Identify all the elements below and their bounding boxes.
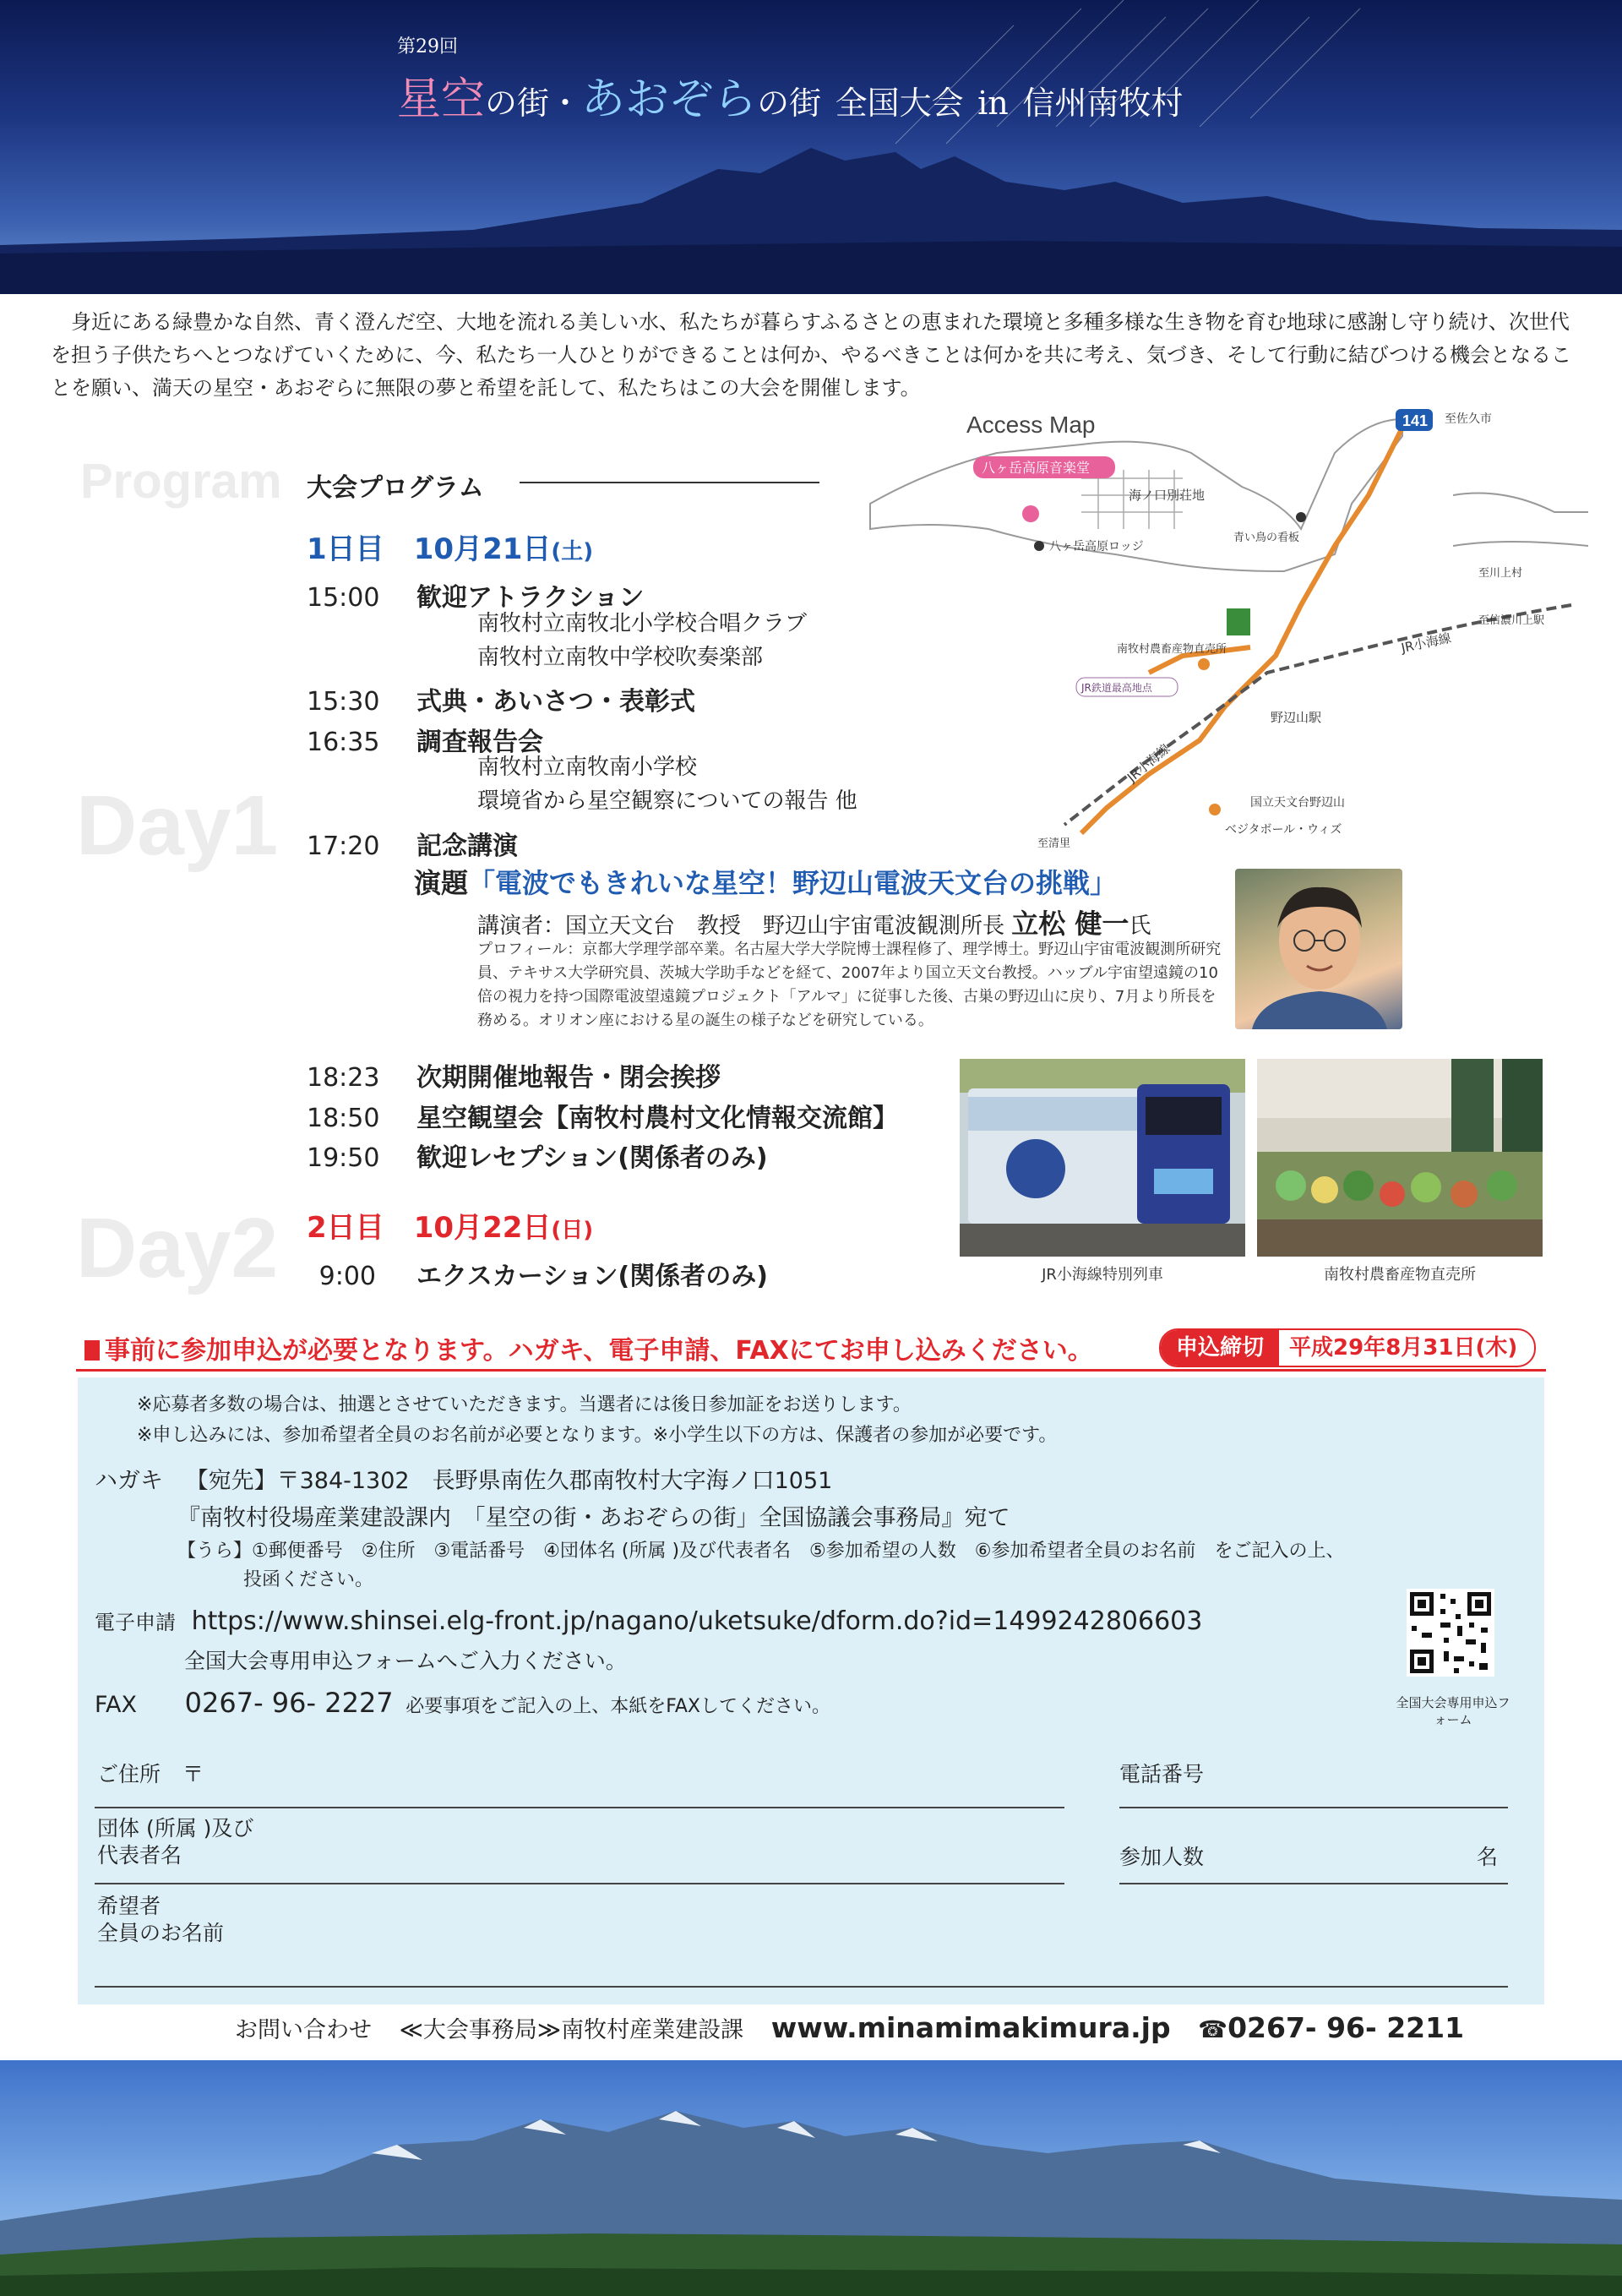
header-banner bbox=[0, 0, 1622, 294]
market-photo-caption: 南牧村農畜産物直売所 bbox=[1324, 1266, 1476, 1284]
count-label: 参加人数 bbox=[1119, 1845, 1205, 1869]
schedule-row bbox=[307, 1137, 966, 1174]
music-hall-pin-icon bbox=[1022, 505, 1039, 522]
train-illustration bbox=[960, 1059, 1245, 1257]
hagaki-row bbox=[95, 1462, 832, 1495]
map-vegetable: ベジタボール・ウィズ bbox=[1225, 823, 1342, 837]
intro-paragraph: 身近にある緑豊かな自然、青く澄んだ空、大地を流れる美しい水、私たちが暮らすふるさとの恵まれた環境と多種多様な生き物を育む地球に感謝し守り続け、次世代を担う子供たちへとつなげていくために、今、私たち一人ひとりができることは何か、やるべきことは何かを共に考え、気づき、そして行動に結びつける機会となることを願い、満天の星空・あおぞらに無限の夢と希望を託して、私たちはこの大会を開催します。 bbox=[51, 310, 1571, 400]
group-label-line1: 団体 (所属 )及び bbox=[97, 1816, 254, 1841]
schedule-time: 17:20 bbox=[307, 832, 380, 861]
schedule-title: 次期開催地報告・閉会挨拶 bbox=[416, 1063, 721, 1093]
map-route: 141 bbox=[1402, 412, 1429, 429]
schedule-title: 記念講演 bbox=[416, 832, 518, 861]
online-row bbox=[95, 1606, 1202, 1636]
map-jr-koumi: JR小海線 bbox=[1400, 630, 1453, 656]
schedule-time: 19:50 bbox=[307, 1143, 380, 1173]
schedule-title: 歓迎レセプション(関係者のみ) bbox=[416, 1143, 768, 1173]
map-kaino-villa: 海ノ口別荘地 bbox=[1129, 488, 1206, 503]
speaker-suffix: 氏 bbox=[1129, 913, 1151, 939]
fax-label: FAX bbox=[95, 1692, 138, 1718]
banner-square-icon bbox=[84, 1340, 100, 1361]
title-no2: の街 bbox=[757, 85, 822, 122]
lecture-theme bbox=[414, 862, 1117, 901]
aoitori-pin-icon bbox=[1296, 512, 1306, 522]
fax-note: 必要事項をご記入の上、本紙をFAXしてください。 bbox=[406, 1696, 831, 1717]
market-photo bbox=[1257, 1059, 1543, 1257]
hagaki-back-instructions-2: 投函ください。 bbox=[243, 1569, 374, 1590]
lodge-pin-icon bbox=[1034, 541, 1044, 551]
day1-weekday: (土) bbox=[551, 539, 594, 564]
address-field[interactable] bbox=[95, 1807, 1064, 1808]
ghost-program-label: Program bbox=[80, 454, 282, 509]
registration-banner-text: 事前に参加申込が必要となります。ハガキ、電子申請、FAXにてお申し込みください。 bbox=[105, 1336, 1093, 1366]
market-illustration bbox=[1257, 1059, 1543, 1257]
day2-weekday: (日) bbox=[551, 1218, 594, 1243]
names-label-line1: 希望者 bbox=[97, 1894, 161, 1918]
program-heading-rule bbox=[520, 482, 819, 483]
lecture-speaker bbox=[477, 903, 1151, 941]
schedule-time: 9:00 bbox=[318, 1262, 376, 1291]
names-label-line2: 全員のお名前 bbox=[97, 1921, 225, 1945]
lecture-theme-title: 「電波でもきれいな星空！野辺山電波天文台の挑戦」 bbox=[468, 867, 1118, 899]
registration-rule bbox=[76, 1369, 1546, 1372]
telephone-icon: ☎ bbox=[1198, 2015, 1228, 2043]
speaker-name: 立松 健一 bbox=[1011, 908, 1129, 940]
map-title: Access Map bbox=[966, 412, 1096, 438]
schedule-time: 18:50 bbox=[307, 1104, 380, 1133]
group-field-label bbox=[97, 1815, 253, 1869]
map-aoitori: 青い鳥の看板 bbox=[1233, 532, 1300, 544]
group-label-line2: 代表者名 bbox=[97, 1843, 182, 1868]
schedule-title: 歓迎アトラクション bbox=[416, 583, 645, 613]
address-field-label bbox=[97, 1758, 204, 1788]
market-pin-icon bbox=[1198, 658, 1210, 670]
schedule-title: 調査報告会 bbox=[416, 728, 543, 757]
train-photo bbox=[960, 1059, 1245, 1257]
online-label: 電子申請 bbox=[95, 1611, 176, 1634]
count-unit: 名 bbox=[1477, 1845, 1499, 1869]
deadline-badge bbox=[1159, 1328, 1536, 1367]
day2-label: 2日目 bbox=[307, 1211, 384, 1245]
schedule-time: 16:35 bbox=[307, 728, 380, 757]
schedule-title: 星空観望会【南牧村農村文化情報交流館】 bbox=[416, 1104, 898, 1133]
map-to-kawakami: 至川上村 bbox=[1478, 567, 1523, 580]
phone-field[interactable] bbox=[1119, 1807, 1508, 1808]
contact-tel: 0267- 96- 2211 bbox=[1227, 2011, 1465, 2044]
event-title-block bbox=[397, 32, 1183, 127]
day2-header bbox=[307, 1204, 593, 1246]
mountain-day-illustration bbox=[0, 2060, 1622, 2296]
map-observatory: 国立天文台野辺山 bbox=[1250, 796, 1345, 810]
map-market: 南牧村農畜産物直売所 bbox=[1117, 643, 1227, 656]
map-to-shinano: 至信濃川上駅 bbox=[1478, 614, 1545, 627]
fax-row bbox=[95, 1687, 830, 1719]
contact-line bbox=[235, 2011, 1464, 2044]
day2-date: 10月22日 bbox=[413, 1211, 552, 1245]
schedule-sub: 南牧村立南牧北小学校合唱クラブ bbox=[477, 611, 808, 636]
title-star: 星空 bbox=[397, 74, 486, 125]
names-field-label bbox=[97, 1893, 224, 1947]
deadline-label: 申込締切 bbox=[1161, 1330, 1279, 1366]
fax-number: 0267- 96- 2227 bbox=[184, 1687, 394, 1719]
access-map bbox=[862, 402, 1588, 850]
day1-date: 10月21日 bbox=[413, 532, 552, 566]
map-highest-point: JR鉄道最高地点 bbox=[1081, 682, 1152, 694]
ghost-day1-label: Day1 bbox=[76, 778, 279, 873]
day1-label: 1日目 bbox=[307, 532, 384, 566]
schedule-time: 15:30 bbox=[307, 687, 380, 717]
train-photo-caption: JR小海線特別列車 bbox=[1042, 1266, 1163, 1284]
speaker-affiliation: 講演者：国立天文台 教授 野辺山宇宙電波観測所長 bbox=[477, 913, 1005, 939]
schedule-time: 15:00 bbox=[307, 583, 380, 613]
qr-code-icon[interactable] bbox=[1407, 1589, 1494, 1677]
map-lodge: 八ヶ岳高原ロッジ bbox=[1049, 540, 1144, 554]
program-heading: 大会プログラム bbox=[307, 473, 484, 503]
title-sep: ・ bbox=[549, 85, 582, 122]
online-note: 全国大会専用申込フォームへご入力ください。 bbox=[184, 1649, 627, 1673]
schedule-sub: 環境省から星空観察についての報告 他 bbox=[477, 788, 857, 814]
note-names: ※申し込みには、参加希望者全員のお名前が必要となります。※小学生以下の方は、保護者の参加が必要です。 bbox=[137, 1425, 1058, 1446]
contact-office: ≪大会事務局≫南牧村産業建設課 bbox=[399, 2017, 744, 2043]
footer-banner bbox=[0, 2060, 1622, 2296]
map-to-saku: 至佐久市 bbox=[1445, 412, 1492, 426]
schedule-row bbox=[307, 1255, 966, 1292]
schedule-row bbox=[307, 1056, 966, 1093]
contact-label: お問い合わせ bbox=[235, 2017, 372, 2043]
title-in: in bbox=[977, 85, 1009, 122]
hagaki-back-instructions: 【うら】①郵便番号 ②住所 ③電話番号 ④団体名 (所属 )及び代表者名 ⑤参加希望の人数 ⑥参加希望者全員のお名前 をご記入の上、 bbox=[177, 1541, 1345, 1562]
hagaki-recipient: 『南牧村役場産業建設課内 「星空の街・あおぞらの街」全国協議会事務局』宛て bbox=[177, 1505, 1010, 1531]
access-map-drawing bbox=[862, 402, 1588, 850]
lecture-theme-prefix: 演題 bbox=[414, 867, 469, 899]
map-music-hall: 八ヶ岳高原音楽堂 bbox=[982, 460, 1091, 476]
speaker-profile: プロフィール：京都大学理学部卒業。名古屋大学大学院博士課程修了、理学博士。野辺山宇宙電波観測所研究員、テキサス大学研究員、茨城大学助手などを経て、2007年より国立天文台教授。ハッブル宇宙望遠鏡の10倍の視力を持つ国際電波望遠鏡プロジェクト「アルマ」に従事した後、古巣の野辺山に戻り、7月より所長を務める。オリオン座における星の誕生の様子などを研究している。 bbox=[477, 941, 1222, 1029]
group-representative-field[interactable] bbox=[95, 1883, 1064, 1884]
online-url-link[interactable]: https://www.shinsei.elg-front.jp/nagano/uketsuke/dform.do?id=1499242806603 bbox=[191, 1606, 1203, 1636]
hagaki-label: ハガキ bbox=[95, 1468, 163, 1494]
address-label: ご住所 bbox=[97, 1762, 161, 1786]
qr-code-pattern bbox=[1407, 1589, 1494, 1677]
participant-count-field[interactable] bbox=[1119, 1883, 1508, 1884]
qr-caption: 全国大会専用申込フォーム bbox=[1396, 1695, 1510, 1727]
schedule-sub: 南牧村立南牧中学校吹奏楽部 bbox=[477, 645, 764, 670]
participant-names-field[interactable] bbox=[95, 1986, 1508, 1988]
title-place: 信州南牧村 bbox=[1022, 85, 1184, 122]
website-link[interactable]: www.minamimakimura.jp bbox=[770, 2011, 1171, 2044]
speaker-portrait-illustration bbox=[1235, 869, 1402, 1029]
schedule-row bbox=[307, 1097, 966, 1134]
hagaki-address: 【宛先】〒384-1302 長野県南佐久郡南牧村大字海ノ口1051 bbox=[185, 1468, 833, 1494]
note-lottery: ※応募者多数の場合は、抽選とさせていただきます。当選者には後日参加証をお送りします。 bbox=[137, 1394, 912, 1415]
day1-header bbox=[307, 526, 593, 567]
postal-mark: 〒 bbox=[182, 1762, 204, 1786]
convenience-store-icon bbox=[1227, 608, 1250, 635]
schedule-title: 式典・あいさつ・表彰式 bbox=[416, 687, 695, 717]
title-aozora: あおぞら bbox=[581, 74, 758, 125]
schedule-time: 18:23 bbox=[307, 1063, 380, 1093]
schedule-title: エクスカーション(関係者のみ) bbox=[416, 1262, 768, 1291]
event-title bbox=[397, 63, 1183, 127]
deadline-value: 平成29年8月31日(木) bbox=[1289, 1335, 1518, 1361]
schedule-sub: 南牧村立南牧南小学校 bbox=[477, 755, 698, 780]
phone-label: 電話番号 bbox=[1119, 1762, 1205, 1786]
map-to-kiyosato: 至清里 bbox=[1037, 837, 1071, 850]
ghost-day2-label: Day2 bbox=[76, 1201, 279, 1295]
map-nobeyama-sta: 野辺山駅 bbox=[1271, 710, 1322, 725]
title-rest: 全国大会 bbox=[835, 85, 964, 122]
title-no1: の街 bbox=[485, 85, 550, 122]
vegetable-pin-icon bbox=[1209, 804, 1221, 815]
map-jr-koumi2: JR小海線 bbox=[1124, 740, 1173, 786]
registration-banner bbox=[84, 1329, 1157, 1365]
speaker-photo bbox=[1235, 869, 1402, 1029]
edition-label: 第29回 bbox=[397, 36, 458, 57]
